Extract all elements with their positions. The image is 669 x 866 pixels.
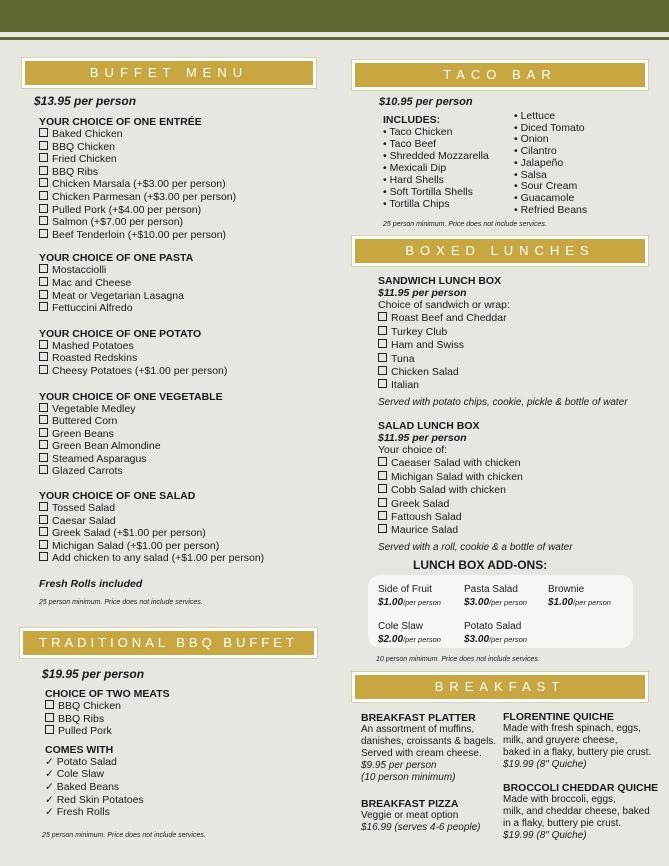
checkbox-icon: [378, 524, 387, 533]
item-label: Potato Salad: [56, 755, 117, 768]
item-label: Salsa: [520, 168, 547, 181]
platter-desc: [361, 724, 501, 760]
checkbox-item: [45, 713, 305, 726]
item-label: Soft Tortilla Shells: [389, 186, 473, 198]
addon-item: Cole Slaw $2.00/per person: [378, 621, 441, 645]
checkbox-item: [378, 339, 648, 352]
item-label: Glazed Carrots: [52, 465, 123, 478]
checkbox-icon: [39, 166, 48, 175]
checkbox-item: [378, 312, 648, 325]
taco-includes-header: INCLUDES:: [383, 114, 441, 126]
checkbox-item: [39, 540, 339, 553]
salad-box-price: $11.95 per person: [378, 432, 467, 444]
checkbox-icon: [39, 216, 48, 225]
checkbox-icon: [39, 552, 48, 561]
item-label: Buttered Corn: [52, 415, 118, 428]
checkmark-item: [45, 768, 305, 781]
item-label: Chicken Salad: [391, 366, 459, 379]
buffet-section: [39, 116, 339, 606]
checkbox-icon: [39, 204, 48, 213]
checkbox-icon: [378, 366, 387, 375]
bullet-item: [383, 162, 513, 174]
bullet-icon: •: [514, 156, 521, 169]
fresh-rolls: Fresh Rolls included: [39, 578, 143, 591]
entree-list: [39, 128, 339, 241]
checkbox-icon: [39, 277, 48, 286]
checkbox-item: [39, 128, 339, 141]
potato-header: YOUR CHOICE OF ONE POTATO: [39, 327, 202, 340]
item-label: Guacamole: [520, 191, 575, 204]
bullet-item: [514, 205, 634, 217]
item-label: Cobb Salad with chicken: [391, 484, 506, 497]
bullet-icon: •: [514, 110, 521, 122]
checkbox-icon: [39, 465, 48, 474]
bbq-buffet-header: TRADITIONAL BBQ BUFFET: [20, 628, 317, 658]
item-label: Green Beans: [52, 427, 114, 440]
pasta-list: [39, 264, 339, 314]
item-label: Made with fresh spinach, eggs,: [503, 723, 641, 734]
checkbox-item: [378, 484, 648, 497]
checkbox-item: [39, 502, 339, 515]
item-label: Served with cream cheese.: [361, 748, 482, 759]
checkbox-item: [39, 415, 339, 428]
sandwich-list: [378, 312, 648, 392]
checkbox-item: [378, 511, 648, 524]
checkbox-icon: [39, 352, 48, 361]
item-label: Fresh Rolls: [56, 806, 110, 819]
item-label: Caesar Salad: [52, 514, 116, 527]
text-line: [503, 818, 663, 830]
top-banner: [0, 0, 669, 32]
checkbox-item: [39, 465, 339, 478]
item-label: baked in a flaky, buttery pie crust.: [503, 747, 652, 758]
checkbox-icon: [39, 527, 48, 536]
item-label: Taco Chicken: [389, 126, 453, 138]
checkbox-icon: [39, 453, 48, 462]
bullet-icon: •: [514, 180, 521, 193]
bullet-icon: •: [383, 162, 390, 174]
text-line: [361, 748, 501, 760]
bbq-section: [45, 688, 305, 819]
item-label: Red Skin Potatoes: [56, 793, 144, 806]
item-label: Roast Beef and Cheddar: [391, 312, 507, 325]
checkmark-item: [45, 806, 305, 819]
top-rule: [0, 37, 669, 40]
bullet-icon: •: [383, 198, 390, 210]
text-line: [361, 724, 501, 736]
item-label: Tuna: [391, 352, 415, 365]
item-label: Chicken Parmesan (+$3.00 per person): [52, 190, 237, 203]
item-label: Steamed Asparagus: [52, 452, 147, 465]
item-label: Greek Salad (+$1.00 per person): [52, 527, 206, 540]
checkbox-icon: [378, 312, 387, 321]
vegetable-header: YOUR CHOICE OF ONE VEGETABLE: [39, 390, 223, 403]
item-label: Cole Slaw: [56, 768, 104, 781]
item-label: Mashed Potatoes: [52, 339, 134, 352]
comes-with-header: COMES WITH: [45, 743, 114, 756]
checkbox-icon: [39, 415, 48, 424]
item-label: Fried Chicken: [52, 153, 117, 166]
bullet-item: [383, 198, 513, 210]
checkbox-icon: [39, 440, 48, 449]
checkbox-icon: [378, 379, 387, 388]
checkbox-item: [378, 524, 648, 537]
bullet-icon: •: [514, 121, 521, 134]
florentine-desc: [503, 723, 663, 759]
checkbox-item: [39, 515, 339, 528]
checkbox-icon: [39, 178, 48, 187]
checkbox-item: [378, 366, 648, 379]
salad-box-section: [378, 420, 648, 553]
checkmark-item: [45, 794, 305, 807]
item-label: Lettuce: [520, 110, 556, 122]
check-icon: ✓: [45, 755, 57, 768]
checkbox-item: [39, 178, 339, 191]
taco-list-2: [514, 111, 634, 216]
pizza-price: $16.99 (serves 4-6 people): [361, 822, 481, 833]
item-label: milk, and gruyere cheese,: [503, 735, 618, 746]
checkbox-icon: [39, 515, 48, 524]
florentine-header: FLORENTINE QUICHE: [503, 711, 614, 723]
checkbox-icon: [45, 700, 54, 709]
item-label: Mostacciolli: [52, 264, 107, 277]
item-label: Shredded Mozzarella: [389, 150, 489, 162]
checkbox-icon: [39, 191, 48, 200]
check-icon: ✓: [45, 768, 57, 781]
bullet-icon: •: [383, 186, 390, 198]
checkbox-item: [39, 302, 339, 315]
checkbox-item: [39, 290, 339, 303]
salad-box-served: Served with a roll, cookie & a bottle of water: [378, 541, 573, 553]
item-label: Tossed Salad: [52, 502, 116, 515]
checkbox-item: [39, 166, 339, 179]
item-label: Cilantro: [520, 145, 557, 158]
item-label: Michigan Salad (+$1.00 per person): [52, 539, 220, 552]
bullet-icon: •: [514, 168, 521, 181]
text-line: [361, 736, 501, 748]
item-label: Pulled Pork: [58, 725, 112, 738]
item-label: Onion: [520, 133, 549, 146]
text-line: [503, 723, 663, 735]
taco-list-1: [383, 126, 513, 210]
pizza-header: BREAKFAST PIZZA: [361, 798, 459, 810]
comes-with-list: [45, 756, 305, 819]
item-label: Tortilla Chips: [389, 198, 450, 210]
bullet-icon: •: [514, 133, 521, 146]
bbq-note: 25 person minimum. Price does not include services.: [42, 832, 206, 839]
buffet-menu-header: BUFFET MENU: [22, 58, 316, 88]
item-label: Refried Beans: [520, 203, 588, 216]
checkbox-item: [39, 365, 339, 378]
checkbox-item: [39, 352, 339, 365]
checkbox-icon: [378, 339, 387, 348]
checkbox-item: [39, 191, 339, 204]
buffet-price: $13.95 per person: [34, 94, 137, 108]
addon-item: Brownie $1.00/per person: [548, 584, 611, 608]
platter-min: (10 person minimum): [361, 772, 456, 783]
checkbox-item: [45, 725, 305, 738]
bullet-icon: •: [383, 150, 390, 162]
checkbox-item: [39, 552, 339, 565]
item-label: Pulled Pork (+$4.00 per person): [52, 203, 202, 216]
sandwich-price: $11.95 per person: [378, 287, 467, 299]
item-label: Taco Beef: [389, 138, 437, 150]
item-label: Diced Tomato: [520, 121, 585, 134]
item-label: Turkey Club: [391, 325, 448, 338]
checkbox-icon: [39, 540, 48, 549]
checkbox-item: [39, 216, 339, 229]
bullet-item: [383, 126, 513, 138]
checkbox-icon: [378, 326, 387, 335]
boxed-note: 10 person minimum. Price does not include services.: [376, 656, 540, 663]
pizza-desc: Veggie or meat option: [361, 810, 459, 821]
item-label: Mac and Cheese: [52, 276, 132, 289]
sandwich-box-section: [378, 275, 648, 408]
breakfast-header: BREAKFAST: [352, 672, 648, 702]
item-label: Michigan Salad with chicken: [391, 470, 523, 483]
checkbox-item: [39, 453, 339, 466]
addons-header: LUNCH BOX ADD-ONS:: [413, 558, 548, 572]
item-label: An assortment of muffins,: [361, 724, 475, 735]
item-label: Meat or Vegetarian Lasagna: [52, 289, 184, 302]
item-label: Fattoush Salad: [391, 511, 462, 524]
item-label: BBQ Ribs: [58, 712, 105, 725]
checkbox-item: [39, 204, 339, 217]
checkbox-icon: [39, 428, 48, 437]
checkbox-item: [39, 527, 339, 540]
item-label: Maurice Salad: [391, 524, 459, 537]
checkmark-item: [45, 781, 305, 794]
bullet-icon: •: [383, 126, 390, 138]
bullet-icon: •: [383, 174, 390, 186]
pasta-header: YOUR CHOICE OF ONE PASTA: [39, 252, 194, 265]
checkbox-icon: [39, 128, 48, 137]
item-label: milk, and cheddar cheese, baked: [503, 806, 650, 817]
taco-note: 25 person minimum. Price does not include services.: [383, 221, 547, 228]
checkbox-icon: [378, 471, 387, 480]
salad-box-list: [378, 457, 648, 537]
bullet-icon: •: [383, 138, 390, 150]
item-label: Roasted Redskins: [52, 352, 138, 365]
checkmark-item: [45, 756, 305, 769]
checkbox-icon: [39, 141, 48, 150]
checkbox-icon: [378, 511, 387, 520]
item-label: Hard Shells: [389, 174, 444, 186]
check-icon: ✓: [45, 780, 57, 793]
buffet-note: 25 person minimum. Price does not include services.: [39, 599, 203, 607]
checkbox-icon: [39, 502, 48, 511]
item-label: Beef Tenderloin (+$10.00 per person): [52, 228, 227, 241]
boxed-lunches-header: BOXED LUNCHES: [352, 236, 648, 266]
bullet-icon: •: [514, 191, 521, 204]
check-icon: ✓: [45, 793, 57, 806]
salad-box-header: SALAD LUNCH BOX: [378, 420, 480, 432]
text-line: [503, 747, 663, 759]
platter-price: $9.95 per person: [361, 760, 437, 771]
checkbox-item: [39, 141, 339, 154]
item-label: BBQ Chicken: [58, 700, 122, 712]
item-label: Mexicali Dip: [389, 162, 447, 174]
text-line: [503, 794, 663, 806]
checkbox-icon: [378, 484, 387, 493]
bullet-item: [383, 186, 513, 198]
entree-header: YOUR CHOICE OF ONE ENTRÉE: [39, 116, 202, 128]
bullet-item: [383, 150, 513, 162]
item-label: Cheesy Potatoes (+$1.00 per person): [52, 364, 228, 377]
checkbox-item: [39, 440, 339, 453]
item-label: BBQ Chicken: [52, 140, 116, 153]
item-label: Vegetable Medley: [52, 402, 136, 415]
broccoli-price: $19.99 (8" Quiche): [503, 830, 587, 841]
text-line: [503, 806, 663, 818]
checkbox-item: [39, 264, 339, 277]
checkbox-icon: [39, 403, 48, 412]
checkbox-item: [39, 403, 339, 416]
checkbox-icon: [378, 498, 387, 507]
sandwich-intro: Choice of sandwich or wrap:: [378, 299, 510, 311]
checkbox-item: [45, 700, 305, 713]
item-label: Baked Chicken: [52, 128, 123, 140]
item-label: Fettuccini Alfredo: [52, 302, 133, 315]
item-label: Italian: [391, 379, 420, 392]
item-label: Made with broccoli, eggs,: [503, 794, 616, 805]
salad-header: YOUR CHOICE OF ONE SALAD: [39, 490, 196, 503]
checkbox-item: [39, 340, 339, 353]
checkbox-item: [39, 229, 339, 242]
checkbox-icon: [378, 353, 387, 362]
checkbox-item: [39, 277, 339, 290]
meats-header: CHOICE OF TWO MEATS: [45, 688, 170, 700]
addon-item: Potato Salad $3.00/per person: [464, 621, 527, 645]
item-label: Ham and Swiss: [391, 339, 464, 352]
checkbox-icon: [39, 365, 48, 374]
checkbox-icon: [45, 725, 54, 734]
item-label: Green Bean Almondine: [52, 440, 161, 453]
checkbox-icon: [378, 457, 387, 466]
checkbox-item: [378, 471, 648, 484]
sandwich-header: SANDWICH LUNCH BOX: [378, 275, 502, 287]
checkbox-icon: [45, 713, 54, 722]
checkbox-icon: [39, 290, 48, 299]
text-line: [503, 735, 663, 747]
bullet-icon: •: [514, 203, 521, 216]
item-label: Baked Beans: [56, 780, 120, 793]
platter-header: BREAKFAST PLATTER: [361, 712, 476, 724]
checkbox-icon: [39, 153, 48, 162]
bullet-item: [383, 174, 513, 186]
item-label: danishes, croissants & bagels.: [361, 736, 497, 747]
sandwich-served: Served with potato chips, cookie, pickle & bottle of water: [378, 396, 628, 408]
item-label: Sour Cream: [520, 180, 578, 193]
salad-list: [39, 502, 339, 565]
broccoli-header: BROCCOLI CHEDDAR QUICHE: [503, 782, 659, 794]
check-icon: ✓: [45, 806, 57, 819]
checkbox-item: [39, 428, 339, 441]
checkbox-item: [378, 457, 648, 470]
taco-price: $10.95 per person: [379, 96, 473, 108]
potato-list: [39, 340, 339, 378]
addons-panel: [368, 575, 633, 648]
checkbox-icon: [39, 302, 48, 311]
checkbox-item: [39, 153, 339, 166]
checkbox-icon: [39, 229, 48, 238]
bullet-icon: •: [514, 145, 521, 158]
checkbox-icon: [39, 340, 48, 349]
checkbox-item: [378, 379, 648, 392]
checkbox-item: [378, 326, 648, 339]
checkbox-item: [378, 353, 648, 366]
item-label: Greek Salad: [391, 497, 450, 510]
item-label: Salmon (+$7.00 per person): [52, 216, 184, 229]
vegetable-list: [39, 403, 339, 479]
meats-list: [45, 700, 305, 738]
addon-item: Pasta Salad $3.00/per person: [464, 584, 527, 608]
item-label: BBQ Ribs: [52, 165, 99, 178]
item-label: Chicken Marsala (+$3.00 per person): [52, 178, 226, 191]
broccoli-desc: [503, 794, 663, 830]
taco-bar-header: TACO BAR: [352, 60, 648, 90]
checkbox-item: [378, 498, 648, 511]
florentine-price: $19.99 (8" Quiche): [503, 759, 587, 770]
checkbox-icon: [39, 264, 48, 273]
bullet-item: [383, 138, 513, 150]
quiches: [503, 711, 663, 842]
item-label: in a flaky, buttery pie crust.: [503, 818, 622, 829]
item-label: Jalapeño: [520, 156, 564, 169]
bbq-price: $19.95 per person: [42, 667, 145, 681]
addon-item: Side of Fruit $1.00/per person: [378, 584, 441, 608]
breakfast-platter: [361, 712, 501, 834]
taco-includes: [383, 114, 513, 210]
salad-box-intro: Your choice of:: [378, 444, 448, 456]
item-label: Add chicken to any salad (+$1.00 per person): [52, 552, 265, 565]
item-label: Caeaser Salad with chicken: [391, 457, 521, 470]
